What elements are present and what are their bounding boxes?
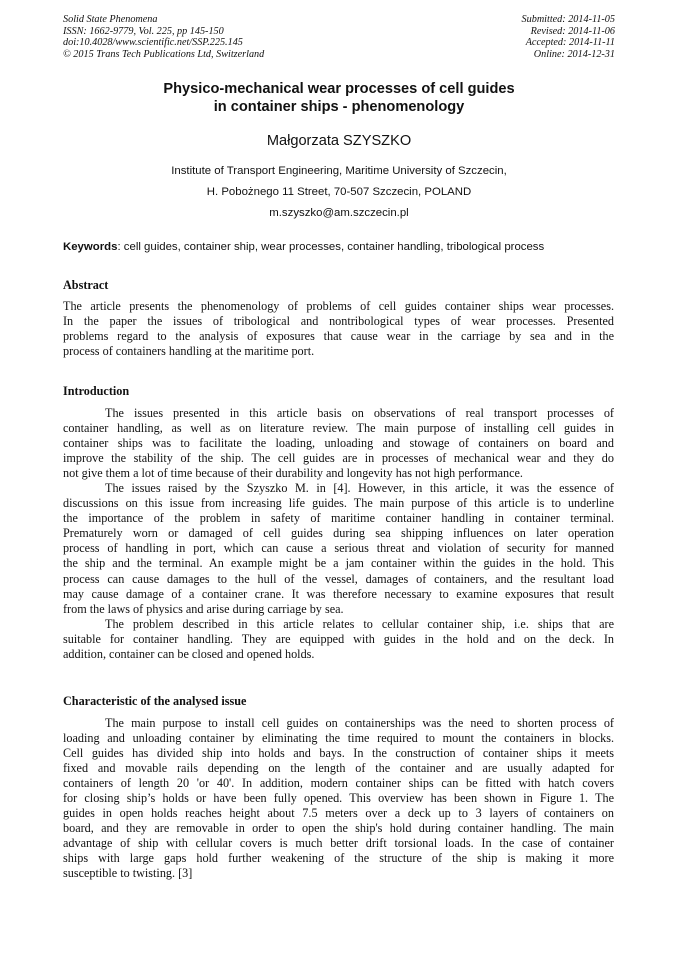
affiliation-institute: Institute of Transport Engineering, Maritime University of Szczecin, [171, 165, 507, 177]
doi-line: doi:10.4028/www.scientific.net/SSP.225.145 [63, 37, 243, 49]
issn-line: ISSN: 1662-9779, Vol. 225, pp 145-150 [63, 25, 224, 37]
text-line: not give them a lot of time because of their durability and longevity has not high performance. [63, 466, 523, 481]
text-line: The main purpose to install cell guides on containerships was the need to shorten process of [105, 716, 614, 730]
journal-name: Solid State Phenomena [63, 14, 158, 25]
text-line: The issues raised by the Szyszko M. in [4]. However, in this article, it was the essence of [105, 481, 614, 496]
abstract-body [63, 299, 614, 359]
text-line: from the laws of physics and arise during carriage by sea. [63, 601, 344, 616]
text-line: susceptible to twisting. [3] [63, 866, 193, 881]
text-line: board, and they are removable in order to open the ship's hold during container handling. The main [63, 821, 614, 836]
text-line: In the paper the issues of tribological and nontribological types of wear processes. Presented [63, 314, 614, 329]
text-line: The issues presented in this article basis on observations of real transport processes of [105, 406, 614, 420]
characteristic-heading: Characteristic of the analysed issue [63, 694, 247, 708]
journal-info [63, 14, 264, 60]
text-line: container handling, as well as on literature review. The main purpose of installing cell guides in [63, 421, 614, 436]
title-line: in container ships - phenomenology [213, 99, 465, 115]
text-line: process of handling in port, which can cause a serious threat and violation of security for manned [63, 541, 614, 556]
affiliation-address: H. Pobożnego 11 Street, 70-507 Szczecin, POLAND [206, 186, 472, 198]
text-line: loading and unloading container by eliminating the time required to mount the containers in blocks. [63, 731, 614, 746]
text-line: containers of length 20 'or 40'. In addition, modern container ships can be fitted with hatch covers [63, 776, 614, 791]
text-line: suitable for container handling. They are equipped with guides in the hold and on the deck. In [63, 631, 614, 646]
submitted-date: Submitted: 2014-11-05 [521, 14, 615, 25]
author-email[interactable]: m.szyszko@am.szczecin.pl [269, 207, 409, 219]
keywords-label: Keywords [63, 241, 118, 253]
abstract-heading: Abstract [63, 278, 109, 292]
text-line: improve the stability of the ship. The cell guides are in processes of mechanical wear and they do [63, 451, 614, 466]
text-line: container ships was to facilitate the loading, unloading and stowage of containers on board and [63, 436, 614, 451]
text-line: The problem described in this article relates to cellular container ship, i.e. ships that are [105, 616, 614, 631]
introduction-body [63, 406, 614, 662]
copyright-line: © 2015 Trans Tech Publications Ltd, Switzerland [63, 48, 265, 60]
text-line: discussions on this issue from increasing life guides. The main purpose of this article is to underline [63, 496, 614, 511]
text-line: the importance of the problem in safety of maritime container handling in container terminal. [63, 511, 614, 526]
online-date: Online: 2014-12-31 [533, 48, 615, 60]
text-line: may cause damage of a container crane. It was therefore necessary to examine exposures that result [63, 586, 614, 601]
author-name: Małgorzata SZYSZKO [266, 133, 412, 149]
keywords [63, 241, 623, 253]
revised-date: Revised: 2014-11-06 [530, 25, 615, 37]
accepted-date: Accepted: 2014-11-11 [525, 37, 615, 49]
text-line: for closing ship’s holds or have been fully opened. This overview has been shown in Figure 1. The [63, 791, 614, 806]
title-line: Physico-mechanical wear processes of cell guides [163, 81, 515, 97]
text-line: guides in open holds reaches height about 7.5 meters over a deck up to 3 layers of containers on [63, 806, 614, 821]
text-line: process can cause damages to the hull of the vessel, damages of containers, and the resultant load [63, 571, 614, 586]
text-line: addition, container can be closed and opened holds. [63, 646, 315, 661]
text-line: process of containers handling at the maritime port. [63, 344, 315, 359]
text-line: Prematurely worn or damaged of cell guides during sea shipping influences on later operation [63, 526, 614, 541]
text-line: The article presents the phenomenology of problems of cell guides container ships wear processes. [63, 299, 614, 313]
text-line: fixed and movable rails depending on the length of the container and are usually adapted for [63, 761, 614, 776]
text-line: advantage of ship with cellular covers is much better drift torsional loads. In the case of container [63, 836, 614, 851]
text-line: Cell guides has divided ship into holds and bays. In the construction of container ships it meets [63, 746, 614, 761]
characteristic-body [63, 716, 614, 882]
introduction-heading: Introduction [63, 384, 130, 398]
keywords-text: : cell guides, container ship, wear processes, container handling, tribological process [117, 241, 545, 253]
publication-dates [522, 14, 615, 60]
text-line: problems regard to the analysis of exposures that cause wear in the carriage by sea and in the [63, 329, 614, 344]
text-line: ships with large gaps hold further weakening of the structure of the ship is making it more [63, 851, 614, 866]
text-line: the ship and the terminal. An example might be a jam container within the guides in the hold. This [63, 556, 614, 571]
paper-title [0, 80, 678, 116]
